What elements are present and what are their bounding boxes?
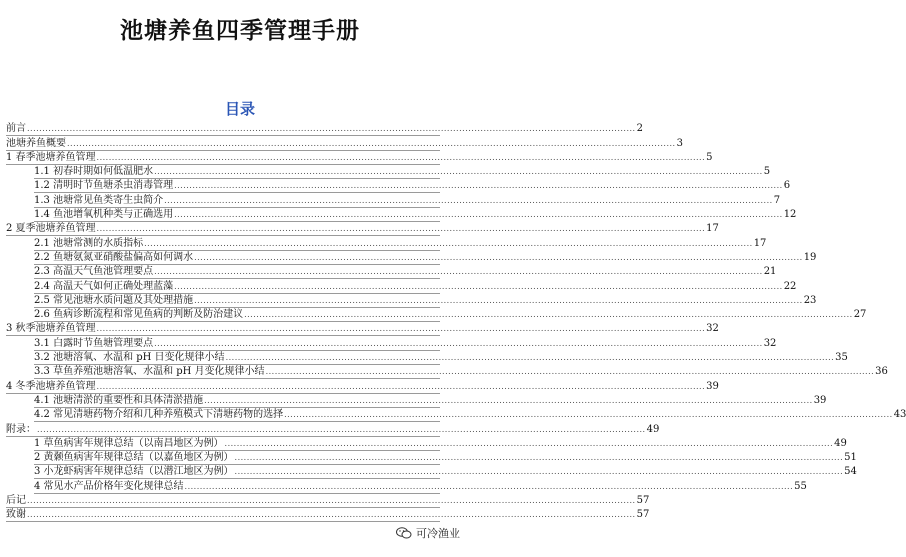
toc-leader-dots: ........................................................................................................................................................................................................ [225,353,835,363]
toc-leader-dots: ........................................................................................................................................................................................................ [27,510,636,520]
toc-leader-dots: ........................................................................................................................................................................................................ [144,238,753,248]
toc-entry[interactable] [34,365,888,379]
toc-entry-page: 51 [844,452,857,464]
toc-entry-page: 32 [763,337,777,349]
toc-leader-dots: ........................................................................................................................................................................................................ [244,310,853,320]
toc-leader-dots: ........................................................................................................................................................................................................ [174,210,783,220]
toc-entry-page: 21 [763,266,777,278]
toc-entry[interactable] [34,236,767,250]
toc-entry[interactable] [34,351,848,365]
toc-entry-page: 22 [783,280,797,292]
toc-leader-dots: ........................................................................................................................................................................................................ [174,181,783,191]
toc-entry[interactable] [6,379,719,393]
toc-leader-dots: ........................................................................................................................................................................................................ [184,481,794,491]
toc-leader-dots: ........................................................................................................................................................................................................ [234,467,844,477]
toc-leader-dots: ........................................................................................................................................................................................................ [194,295,803,305]
toc-leader-dots: ........................................................................................................................................................................................................ [96,324,706,334]
toc-entry-title: 后记 [6,495,26,507]
toc-entry-title: 1 草鱼病害年规律总结（以南昌地区为例） [34,437,224,449]
toc-entry-title: 4 冬季池塘养鱼管理 [6,380,96,392]
toc-entry-page: 12 [783,209,797,221]
toc-entry-page: 43 [893,409,906,421]
toc-entry-page: 3 [676,137,683,149]
toc-entry-page: 27 [853,309,867,321]
toc-entry-title: 4 常见水产品价格年变化规律总结 [34,480,184,492]
toc-entry-page: 49 [646,423,660,435]
toc-entry-title: 4.1 池塘清淤的重要性和具体清淤措施 [34,394,204,406]
toc-entry[interactable] [6,494,650,508]
toc-entry[interactable] [6,222,719,236]
toc-entry-page: 19 [803,251,817,263]
toc-leader-dots: ........................................................................................................................................................................................................ [27,496,636,506]
toc-entry-page: 39 [706,380,719,392]
toc-entry-title: 3.2 池塘溶氧、水温和 pH 日变化规律小结 [34,352,225,364]
toc-entry-page: 17 [753,237,767,249]
toc-entry-title: 附录： [6,423,36,435]
toc-entry-title: 3 秋季池塘养鱼管理 [6,323,96,335]
toc-entry-title: 2.4 高温天气如何正确处理蓝藻 [34,280,174,292]
toc-entry-title: 2.3 高温天气鱼池管理要点 [34,266,154,278]
toc-entry[interactable] [34,165,771,179]
toc-heading: 目录 [224,100,255,118]
toc-entry-page: 17 [706,223,719,235]
toc-leader-dots: ........................................................................................................................................................................................................ [174,281,783,291]
toc-entry-page: 54 [844,466,857,478]
toc-entry-title: 池塘养鱼概要 [6,137,66,149]
toc-entry[interactable] [34,208,797,222]
toc-entry-title: 2.5 常见池塘水质问题及其处理措施 [34,294,194,306]
toc-entry-title: 2.1 池塘常测的水质指标 [34,237,144,249]
toc-entry-title: 1.3 池塘常见鱼类寄生虫简介 [34,194,164,206]
toc-entry-page: 57 [636,495,650,507]
toc-leader-dots: ........................................................................................................................................................................................................ [154,267,763,277]
toc-entry-page: 6 [783,180,791,192]
toc-entry-title: 致谢 [6,509,26,521]
wechat-icon [396,527,412,539]
toc-entry[interactable] [6,136,683,150]
document-title: 池塘养鱼四季管理手册 [120,18,360,44]
toc-entry-title: 1.1 初春时期如何低温肥水 [34,166,154,178]
toc-entry-title: 1.2 清明时节鱼塘杀虫消毒管理 [34,180,174,192]
toc-entry-title: 3 小龙虾病害年规律总结（以潜江地区为例） [34,466,234,478]
toc-entry[interactable] [6,151,713,165]
toc-entry[interactable] [34,451,857,465]
toc-leader-dots: ........................................................................................................................................................................................................ [265,367,875,377]
toc-leader-dots: ........................................................................................................................................................................................................ [96,224,706,234]
watermark [394,525,462,541]
toc-entry-title: 3.3 草鱼养殖池塘溶氧、水温和 pH 月变化规律小结 [34,366,265,378]
toc-entry-title: 3.1 白露时节鱼塘管理要点 [34,337,154,349]
toc-entry[interactable] [6,122,643,136]
toc-entry[interactable] [34,265,777,279]
toc-entry-page: 55 [794,480,807,492]
toc-leader-dots: ........................................................................................................................................................................................................ [96,152,706,162]
toc-leader-dots: ........................................................................................................................................................................................................ [67,138,676,148]
toc-entry[interactable] [34,279,797,293]
toc-entry-title: 4.2 常见清塘药物介绍和几种养殖模式下清塘药物的选择 [34,409,284,421]
watermark-text: 可冷渔业 [416,527,460,540]
toc-entry[interactable] [34,251,817,265]
toc-entry-title: 前言 [6,123,26,135]
toc-entry-page: 5 [763,166,771,178]
toc-entry[interactable] [6,322,719,336]
toc-entry[interactable] [34,308,867,322]
toc-entry[interactable] [34,408,906,422]
toc-leader-dots: ........................................................................................................................................................................................................ [204,395,813,405]
toc-entry-title: 2 夏季池塘养鱼管理 [6,223,96,235]
toc-entry-page: 49 [834,437,847,449]
toc-leader-dots: ........................................................................................................................................................................................................ [284,410,893,420]
toc-entry[interactable] [6,422,660,436]
toc-entry[interactable] [34,394,827,408]
toc-entry[interactable] [34,465,857,479]
toc-entry-page: 36 [875,366,888,378]
toc-leader-dots: ........................................................................................................................................................................................................ [164,195,773,205]
toc-entry[interactable] [6,508,650,522]
toc-leader-dots: ........................................................................................................................................................................................................ [96,381,706,391]
toc-entry[interactable] [34,179,791,193]
toc-entry-title: 2.6 鱼病诊断流程和常见鱼病的判断及防治建议 [34,309,244,321]
toc-entry-page: 5 [706,151,713,163]
toc-entry-title: 1 春季池塘养鱼管理 [6,151,96,163]
toc-leader-dots: ........................................................................................................................................................................................................ [154,167,763,177]
toc-entry[interactable] [34,336,777,350]
toc-entry[interactable] [34,193,781,207]
toc-entry-page: 7 [773,194,781,206]
toc-leader-dots: ........................................................................................................................................................................................................ [154,338,763,348]
table-of-contents [6,122,906,522]
toc-entry-page: 32 [706,323,719,335]
toc-entry-page: 2 [636,123,643,135]
toc-entry-page: 35 [835,352,848,364]
toc-leader-dots: ........................................................................................................................................................................................................ [37,424,646,434]
toc-leader-dots: ........................................................................................................................................................................................................ [194,252,803,262]
toc-entry-title: 1.4 鱼池增氧机种类与正确选用 [34,209,174,221]
toc-entry[interactable] [34,294,817,308]
toc-leader-dots: ........................................................................................................................................................................................................ [234,453,844,463]
toc-entry-page: 57 [636,509,650,521]
toc-leader-dots: ........................................................................................................................................................................................................ [224,438,834,448]
toc-leader-dots: ........................................................................................................................................................................................................ [27,124,636,134]
toc-entry-page: 39 [813,394,827,406]
toc-entry-title: 2.2 鱼塘氨氮亚硝酸盐偏高如何调水 [34,251,194,263]
toc-entry-page: 23 [803,294,817,306]
toc-entry[interactable] [34,479,807,493]
toc-entry[interactable] [34,437,847,451]
toc-entry-title: 2 黄颡鱼病害年规律总结（以嘉鱼地区为例） [34,452,234,464]
